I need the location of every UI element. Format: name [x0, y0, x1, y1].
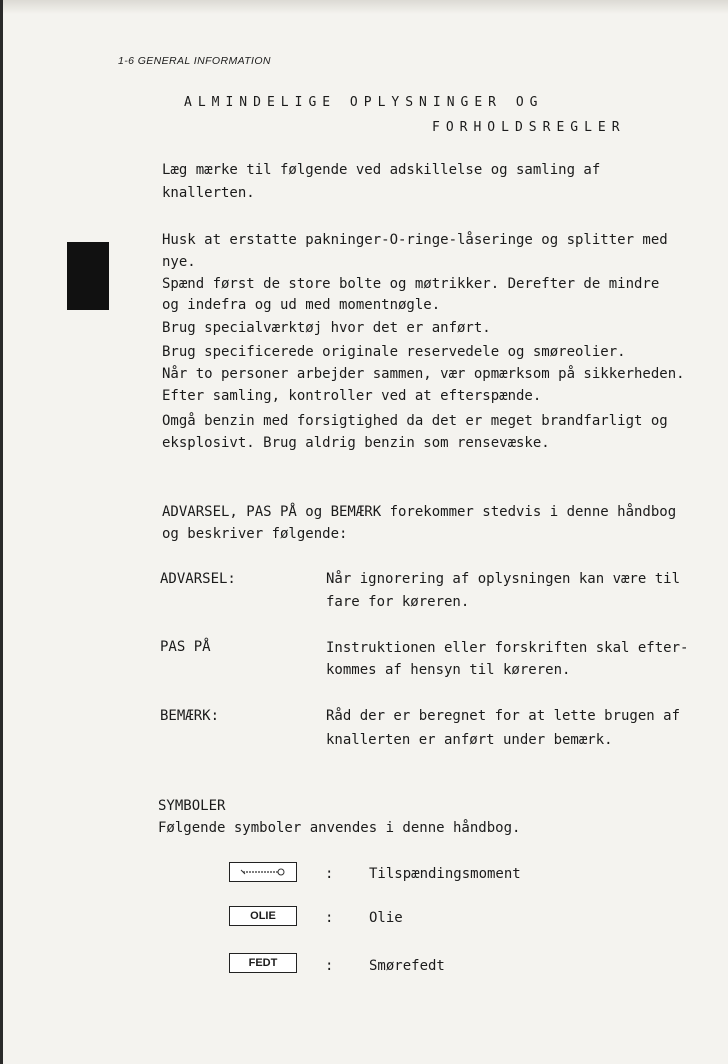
rule-line: Efter samling, kontroller ved at efterspænde.: [162, 388, 542, 404]
symbol-colon: :: [325, 910, 334, 926]
definition-term-pas-paa: PAS PÅ: [160, 639, 211, 655]
definition-term-bemaerk: BEMÆRK:: [160, 708, 220, 724]
symbol-label-torque: Tilspændingsmoment: [369, 866, 521, 882]
rule-line: Omgå benzin med forsigtighed da det er meget brandfarligt og: [162, 413, 668, 429]
symbol-colon: :: [325, 866, 334, 882]
definition-text: fare for køreren.: [326, 594, 470, 610]
section-index-tab: [67, 242, 109, 310]
definition-text: kommes af hensyn til køreren.: [326, 662, 571, 678]
warnings-intro-line: og beskriver følgende:: [162, 526, 348, 542]
definition-text: Instruktionen eller forskriften skal efter-: [326, 640, 689, 656]
definition-text: Når ignorering af oplysningen kan være til: [326, 571, 681, 587]
page-title-line-1: ALMINDELIGE OPLYSNINGER OG: [184, 95, 544, 110]
definition-text: knallerten er anført under bemærk.: [326, 732, 613, 748]
symbol-label-oil: Olie: [369, 910, 403, 926]
oil-symbol-box: OLIE: [229, 906, 297, 926]
rule-line: og indefra og ud med momentnøgle.: [162, 297, 441, 313]
definition-text: Råd der er beregnet for at lette brugen af: [326, 708, 681, 724]
intro-line: Læg mærke til følgende ved adskillelse og samling af: [162, 162, 601, 178]
page-title-line-2: FORHOLDSREGLER: [432, 120, 626, 135]
rule-line: Spænd først de store bolte og møtrikker. Derefter de mindre: [162, 276, 660, 292]
rule-line: nye.: [162, 254, 196, 270]
rule-line: Når to personer arbejder sammen, vær opmærksom på sikkerheden.: [162, 366, 685, 382]
rule-line: eksplosivt. Brug aldrig benzin som rensevæske.: [162, 435, 550, 451]
rule-line: Brug specialværktøj hvor det er anført.: [162, 320, 491, 336]
symbols-intro: Følgende symboler anvendes i denne håndbog.: [158, 820, 521, 836]
torque-wrench-icon: [239, 867, 287, 877]
symbol-colon: :: [325, 958, 334, 974]
grease-symbol-box: FEDT: [229, 953, 297, 973]
symbols-heading: SYMBOLER: [158, 798, 226, 814]
scan-left-edge: [0, 0, 3, 1064]
warnings-intro-line: ADVARSEL, PAS PÅ og BEMÆRK forekommer stedvis i denne håndbog: [162, 504, 677, 520]
definition-term-advarsel: ADVARSEL:: [160, 571, 236, 587]
torque-symbol-box: [229, 862, 297, 882]
intro-line: knallerten.: [162, 185, 255, 201]
rule-line: Brug specificerede originale reservedele og smøreolier.: [162, 344, 626, 360]
scan-top-shadow: [0, 0, 728, 14]
rule-line: Husk at erstatte pakninger-O-ringe-låseringe og splitter med: [162, 232, 668, 248]
page-header: 1-6 GENERAL INFORMATION: [118, 55, 271, 67]
symbol-label-grease: Smørefedt: [369, 958, 445, 974]
